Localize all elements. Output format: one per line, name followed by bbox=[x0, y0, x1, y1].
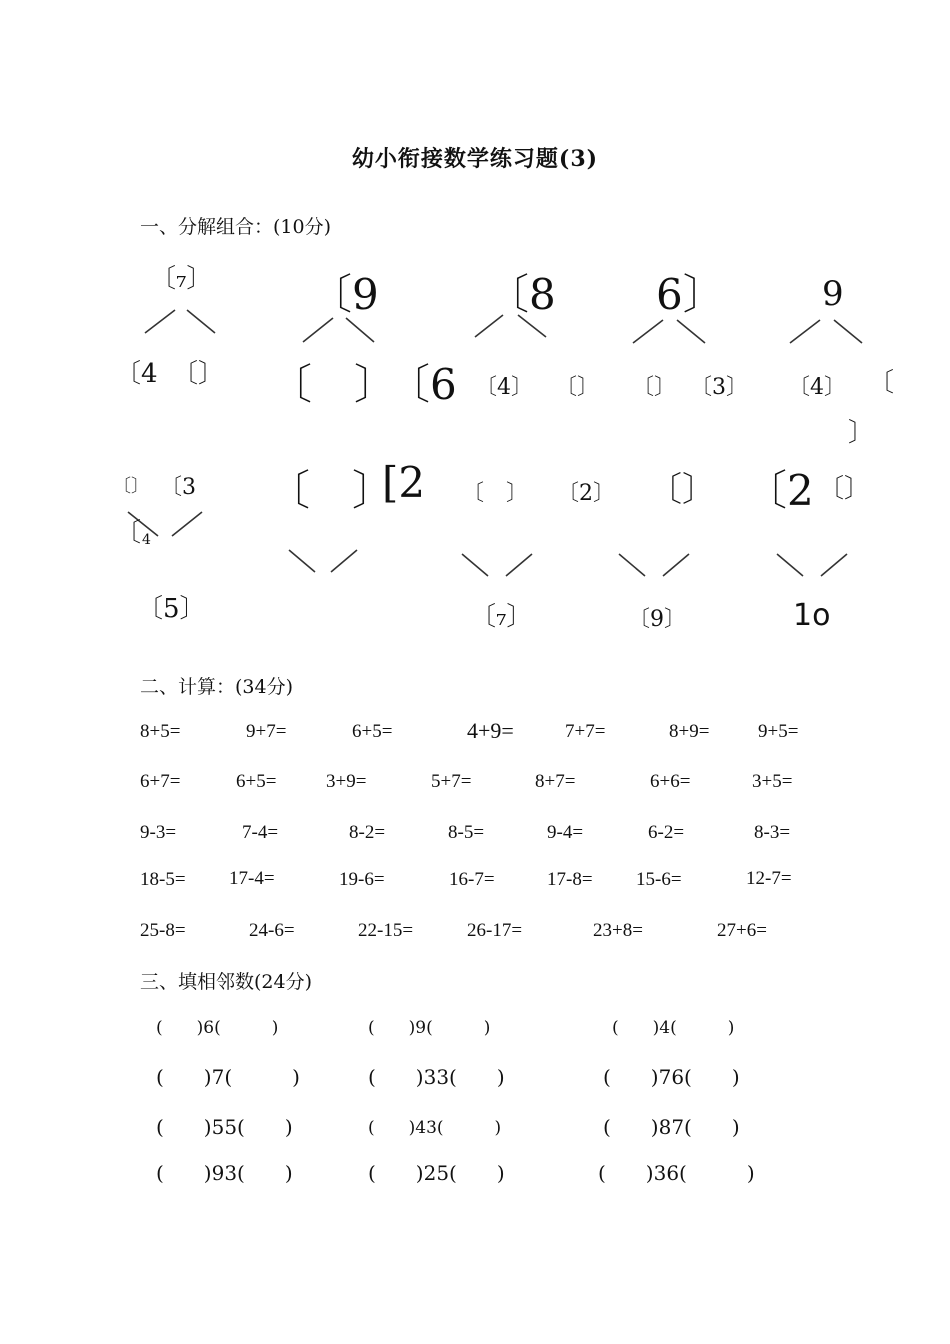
decomp-left: 〔 〕 bbox=[270, 360, 397, 409]
neighbor-item: ( )43( ) bbox=[368, 1118, 502, 1138]
decomp-left: 〔4 bbox=[115, 359, 158, 389]
neighbor-item: ( )33( ) bbox=[368, 1065, 505, 1089]
calc-item: 6-2= bbox=[648, 822, 685, 843]
decomp-right: 〔3 bbox=[160, 475, 196, 500]
calc-item: 15-6= bbox=[636, 869, 682, 890]
decomp-left-bracket: 〔 bbox=[115, 518, 142, 548]
neighbor-item: ( )76( ) bbox=[603, 1065, 740, 1089]
calc-item: 4+9= bbox=[467, 718, 514, 743]
decomp-right: 〔6 bbox=[388, 360, 457, 409]
branch-line bbox=[187, 310, 215, 333]
branch-line bbox=[619, 554, 645, 576]
decomp-left: 〔〕 bbox=[648, 470, 716, 510]
neighbor-item: ( )36( ) bbox=[598, 1161, 755, 1185]
decomp-top: 9 bbox=[822, 274, 844, 314]
branch-line bbox=[633, 320, 663, 343]
calc-item: 12-7= bbox=[746, 868, 792, 889]
branch-line bbox=[663, 554, 689, 576]
page-title: 幼小衔接数学练习题(3) bbox=[351, 146, 599, 172]
neighbor-item: ( )93( ) bbox=[156, 1161, 293, 1185]
calc-item: 3+5= bbox=[752, 771, 793, 792]
calc-item: 16-7= bbox=[449, 869, 495, 890]
calc-item: 9+7= bbox=[246, 721, 287, 742]
calc-item: 8-5= bbox=[448, 822, 485, 843]
decomp-right: 〔3〕 bbox=[690, 375, 748, 400]
decomp-right: 〔 bbox=[868, 368, 895, 398]
decomp-top: 〔₇〕 bbox=[150, 264, 213, 294]
decomp-left: 〔 〕 bbox=[268, 466, 395, 515]
decomp-left: 〔2 bbox=[745, 466, 814, 515]
decomp-left: 〔4〕 bbox=[788, 375, 846, 400]
decomp-left: 〔〕 bbox=[113, 476, 149, 497]
calc-item: 5+7= bbox=[431, 771, 472, 792]
neighbor-item: ( )55( ) bbox=[156, 1115, 293, 1139]
calc-item: 27+6= bbox=[717, 920, 767, 941]
calc-item: 25-8= bbox=[140, 920, 186, 941]
calc-item: 6+7= bbox=[140, 771, 181, 792]
neighbor-item: ( )87( ) bbox=[603, 1115, 740, 1139]
calc-item: 8+5= bbox=[140, 721, 181, 742]
calc-item: 6+5= bbox=[352, 721, 393, 742]
decomp-right: 〔2〕 bbox=[557, 481, 615, 506]
branch-line bbox=[821, 554, 847, 576]
calc-item: 9+5= bbox=[758, 721, 799, 742]
branch-line bbox=[462, 554, 488, 576]
calc-item: 18-5= bbox=[140, 869, 186, 890]
branch-line bbox=[677, 320, 705, 343]
neighbor-item: ( )25( ) bbox=[368, 1161, 505, 1185]
calc-item: 7-4= bbox=[242, 822, 279, 843]
neighbor-item: ( )4( ) bbox=[612, 1018, 735, 1038]
branch-line bbox=[145, 310, 175, 333]
decomp-right: 〔〕 bbox=[818, 474, 871, 504]
calc-item: 17-8= bbox=[547, 869, 593, 890]
calc-item: 22-15= bbox=[358, 920, 414, 941]
decomp-bottom: 〔9〕 bbox=[628, 607, 686, 632]
decomp-top: 〔9 bbox=[310, 270, 379, 319]
section3-heading: 三、填相邻数(24分) bbox=[140, 971, 313, 993]
decomp-left: 〔4〕 bbox=[475, 375, 533, 400]
section1-heading: 一、分解组合：(10分) bbox=[140, 216, 332, 238]
decomp-top: 〔8 bbox=[487, 270, 556, 319]
calc-item: 6+6= bbox=[650, 771, 691, 792]
decomp-top: 6〕 bbox=[656, 270, 725, 319]
calc-item: 17-4= bbox=[229, 868, 275, 889]
branch-line bbox=[506, 554, 532, 576]
decomp-right: [2 bbox=[382, 458, 426, 507]
calc-item: 6+5= bbox=[236, 771, 277, 792]
calc-item: 8+7= bbox=[535, 771, 576, 792]
branch-line bbox=[331, 550, 357, 572]
calc-item: 26-17= bbox=[467, 920, 523, 941]
decomp-left: 〔〕 bbox=[632, 375, 677, 400]
decomp-left: 〔 〕 bbox=[462, 481, 529, 506]
branch-line bbox=[777, 554, 803, 576]
neighbor-item: ( )9( ) bbox=[368, 1018, 491, 1038]
neighbor-item: ( )7( ) bbox=[156, 1065, 300, 1089]
calc-item: 7+7= bbox=[565, 721, 606, 742]
calc-item: 8-2= bbox=[349, 822, 386, 843]
calc-item: 24-6= bbox=[249, 920, 295, 941]
calc-item: 3+9= bbox=[326, 771, 367, 792]
decomp-right-close: 〕 bbox=[848, 418, 875, 448]
decomp-bottom: 1o bbox=[793, 598, 831, 633]
decomp-right: 〔〕 bbox=[172, 359, 225, 389]
section2-heading: 二、计算：(34分) bbox=[140, 676, 294, 698]
branch-line bbox=[790, 320, 820, 343]
decomp-bottom: 〔5〕 bbox=[137, 594, 206, 624]
neighbor-item: ( )6( ) bbox=[156, 1018, 279, 1038]
calc-item: 8-3= bbox=[754, 822, 791, 843]
branch-line bbox=[172, 512, 202, 536]
calc-item: 23+8= bbox=[593, 920, 643, 941]
decomp-left-number: 4 bbox=[142, 532, 151, 548]
branch-line bbox=[834, 320, 862, 343]
calc-item: 19-6= bbox=[339, 869, 385, 890]
calc-item: 9-3= bbox=[140, 822, 177, 843]
calc-item: 9-4= bbox=[547, 822, 584, 843]
calc-item: 8+9= bbox=[669, 721, 710, 742]
decomp-right: 〔〕 bbox=[555, 375, 600, 400]
branch-line bbox=[289, 550, 315, 572]
decomp-bottom: 〔₇〕 bbox=[470, 602, 533, 632]
